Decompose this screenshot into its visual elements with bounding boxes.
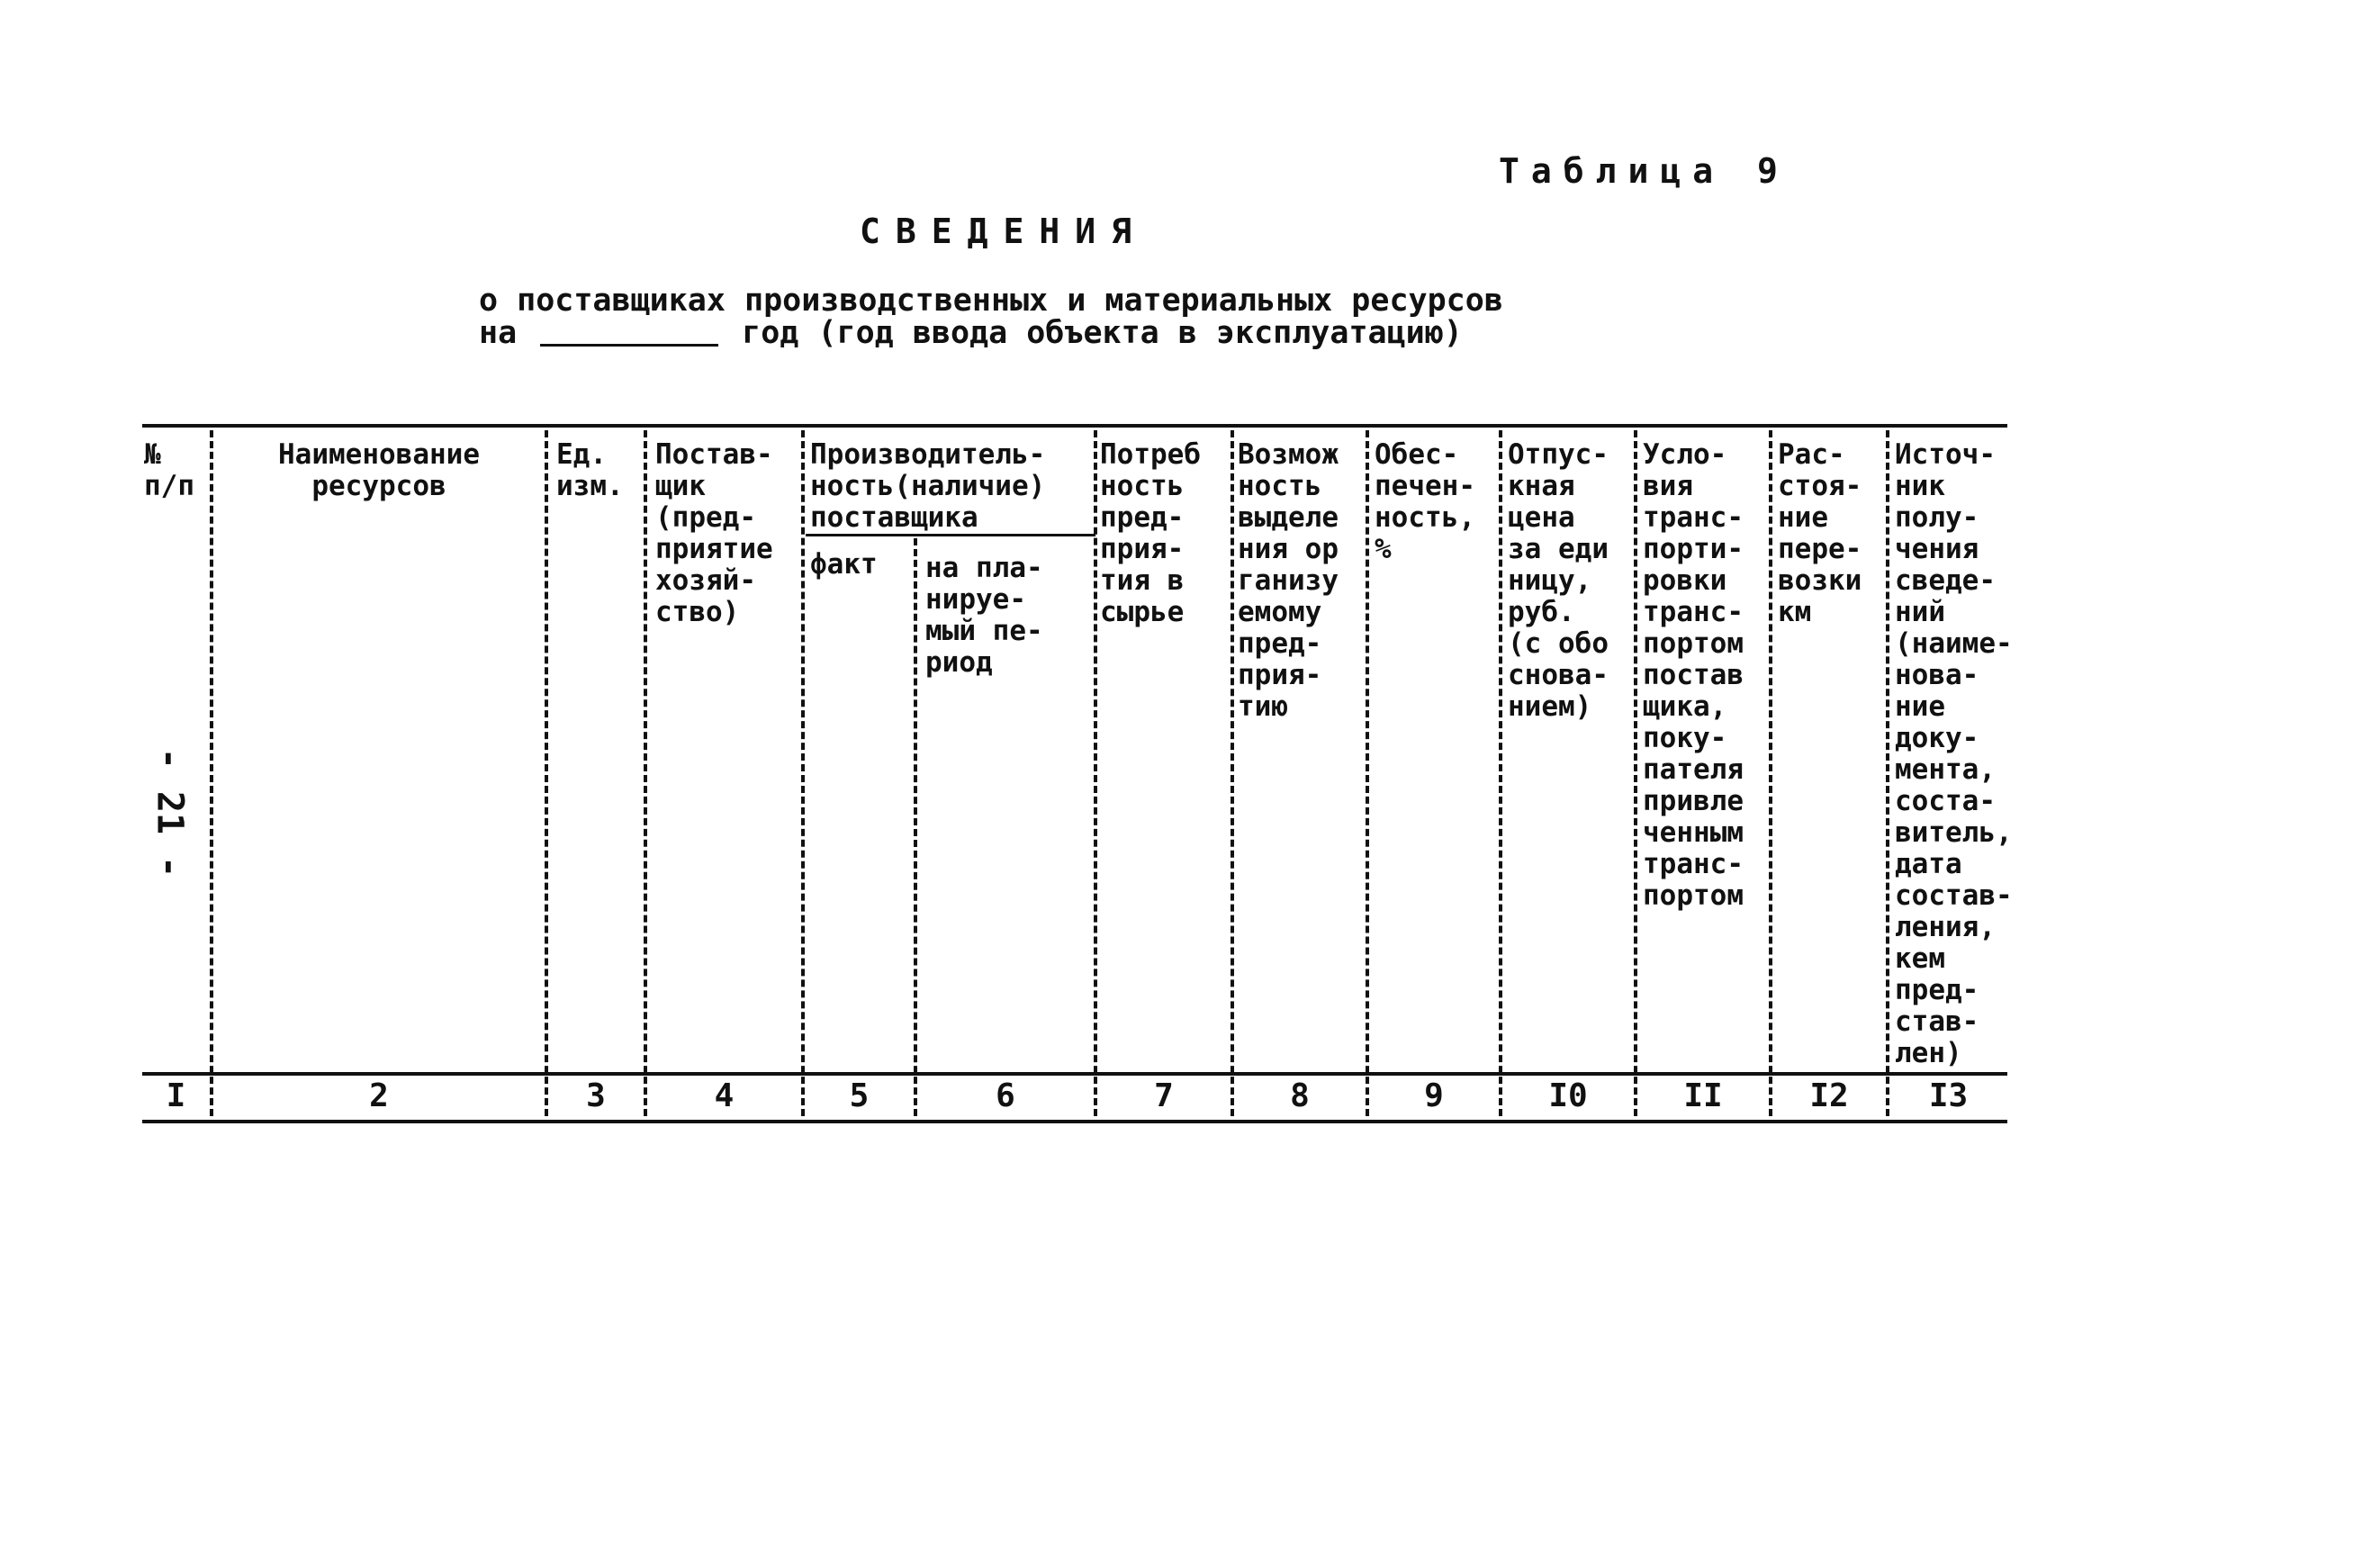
column-number: 3 bbox=[586, 1077, 606, 1114]
subtitle-suffix: год (год ввода объекта в эксплуатацию) bbox=[742, 315, 1463, 351]
column-separator bbox=[914, 538, 917, 1116]
column-number: II bbox=[1683, 1077, 1723, 1114]
column-separator bbox=[1634, 430, 1637, 1116]
column-number: I0 bbox=[1548, 1077, 1588, 1114]
column-number: 5 bbox=[849, 1077, 870, 1114]
column-header-transport-terms: Усло- вия транс- порти- ровки транс- портом постав щика, поку- пателя привле ченным транс- портом bbox=[1643, 438, 1744, 912]
column-header-demand: Потреб ность пред- прия- тия в сырье bbox=[1100, 438, 1201, 628]
column-separator bbox=[1886, 430, 1889, 1116]
column-number: 6 bbox=[996, 1077, 1015, 1114]
group-header-rule bbox=[806, 534, 1095, 536]
year-blank-field bbox=[540, 344, 718, 347]
subtitle-line-1: о поставщиках производственных и материальных ресурсов bbox=[479, 283, 1503, 319]
column-separator bbox=[1769, 430, 1772, 1116]
column-number: I bbox=[166, 1077, 186, 1114]
column-separator bbox=[545, 430, 548, 1116]
column-separator bbox=[644, 430, 647, 1116]
column-header-planned: на пла- нируе- мый пе- риод bbox=[925, 552, 1043, 679]
column-header-coverage: Обес- печен- ность, % bbox=[1375, 438, 1475, 565]
column-number: 8 bbox=[1290, 1077, 1310, 1114]
column-separator bbox=[1366, 430, 1369, 1116]
column-header-resource-name: Наименование ресурсов bbox=[278, 438, 480, 502]
column-header-distance: Рас- стоя- ние пере- возки км bbox=[1778, 438, 1862, 628]
column-number: 9 bbox=[1424, 1077, 1444, 1114]
column-separator bbox=[801, 430, 805, 1116]
column-number: 7 bbox=[1154, 1077, 1174, 1114]
column-header-price: Отпус- кная цена за еди ницу, руб. (с обо снова- нием) bbox=[1508, 438, 1609, 723]
column-header-number: № п/п bbox=[144, 438, 194, 502]
column-separator bbox=[1231, 430, 1234, 1116]
column-number: I3 bbox=[1928, 1077, 1969, 1114]
subtitle-prefix: на bbox=[479, 315, 518, 351]
page-number: - 21 - bbox=[149, 747, 191, 879]
column-number: 2 bbox=[369, 1077, 389, 1114]
column-header-supplier: Постав- щик (пред- приятие хозяй- ство) bbox=[655, 438, 773, 628]
column-separator bbox=[1499, 430, 1502, 1116]
column-separator bbox=[1094, 430, 1097, 1116]
column-header-source: Источ- ник полу- чения сведе- ний (наиме- нова- ние доку- мента, соста- витель, дата состав- ления, кем пред- став- лен) bbox=[1895, 438, 2013, 1069]
column-separator bbox=[210, 430, 213, 1116]
column-header-allocation: Возмож ность выделе ния ор ганизу емому пред- прия- тию bbox=[1238, 438, 1339, 723]
column-header-unit: Ед. изм. bbox=[556, 438, 624, 502]
document-title: СВЕДЕНИЯ bbox=[860, 212, 1148, 251]
column-number: 4 bbox=[714, 1077, 735, 1114]
group-header-supplier-capacity: Производитель- ность(наличие) поставщика bbox=[810, 438, 1046, 534]
header-bottom-rule bbox=[142, 1072, 2007, 1076]
column-number: I2 bbox=[1809, 1077, 1849, 1114]
subtitle-line-2 bbox=[479, 317, 1463, 349]
table-number: Таблица 9 bbox=[1499, 151, 1790, 191]
table-top-rule bbox=[142, 424, 2007, 428]
column-header-actual: факт bbox=[810, 548, 878, 581]
table-bottom-rule bbox=[142, 1120, 2007, 1123]
